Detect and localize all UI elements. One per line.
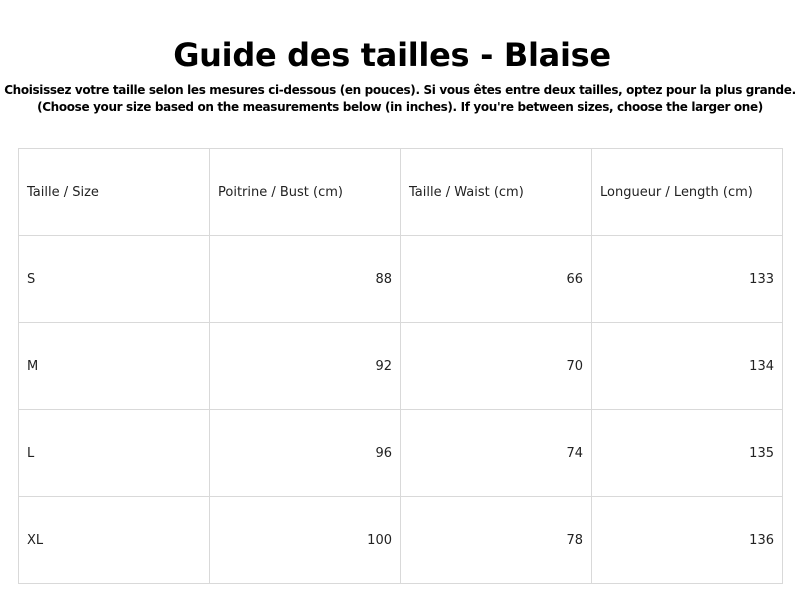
bust-cell: 96 [210,410,401,497]
size-cell: S [19,236,210,323]
size-cell: XL [19,497,210,584]
bust-cell: 100 [210,497,401,584]
size-cell: M [19,323,210,410]
length-cell: 135 [592,410,783,497]
table-row [19,323,783,410]
page-title: Guide des tailles - Blaise [173,36,611,75]
header-bust: Poitrine / Bust (cm) [210,149,401,236]
header-length: Longueur / Length (cm) [592,149,783,236]
intro-french: Choisissez votre taille selon les mesures ci-dessous (en pouces). Si vous êtes entre deux tailles, optez pour la plus grande. [4,83,796,97]
length-cell: 136 [592,497,783,584]
table-row [19,497,783,584]
intro-text [0,82,800,116]
waist-cell: 66 [401,236,592,323]
table-header-row [19,149,783,236]
length-cell: 134 [592,323,783,410]
size-table [18,148,783,584]
waist-cell: 78 [401,497,592,584]
header-waist: Taille / Waist (cm) [401,149,592,236]
length-cell: 133 [592,236,783,323]
waist-cell: 70 [401,323,592,410]
intro-english: (Choose your size based on the measurements below (in inches). If you're between sizes, choose the larger one) [37,100,763,114]
size-cell: L [19,410,210,497]
waist-cell: 74 [401,410,592,497]
bust-cell: 88 [210,236,401,323]
table-row [19,410,783,497]
bust-cell: 92 [210,323,401,410]
header-size: Taille / Size [19,149,210,236]
table-row [19,236,783,323]
